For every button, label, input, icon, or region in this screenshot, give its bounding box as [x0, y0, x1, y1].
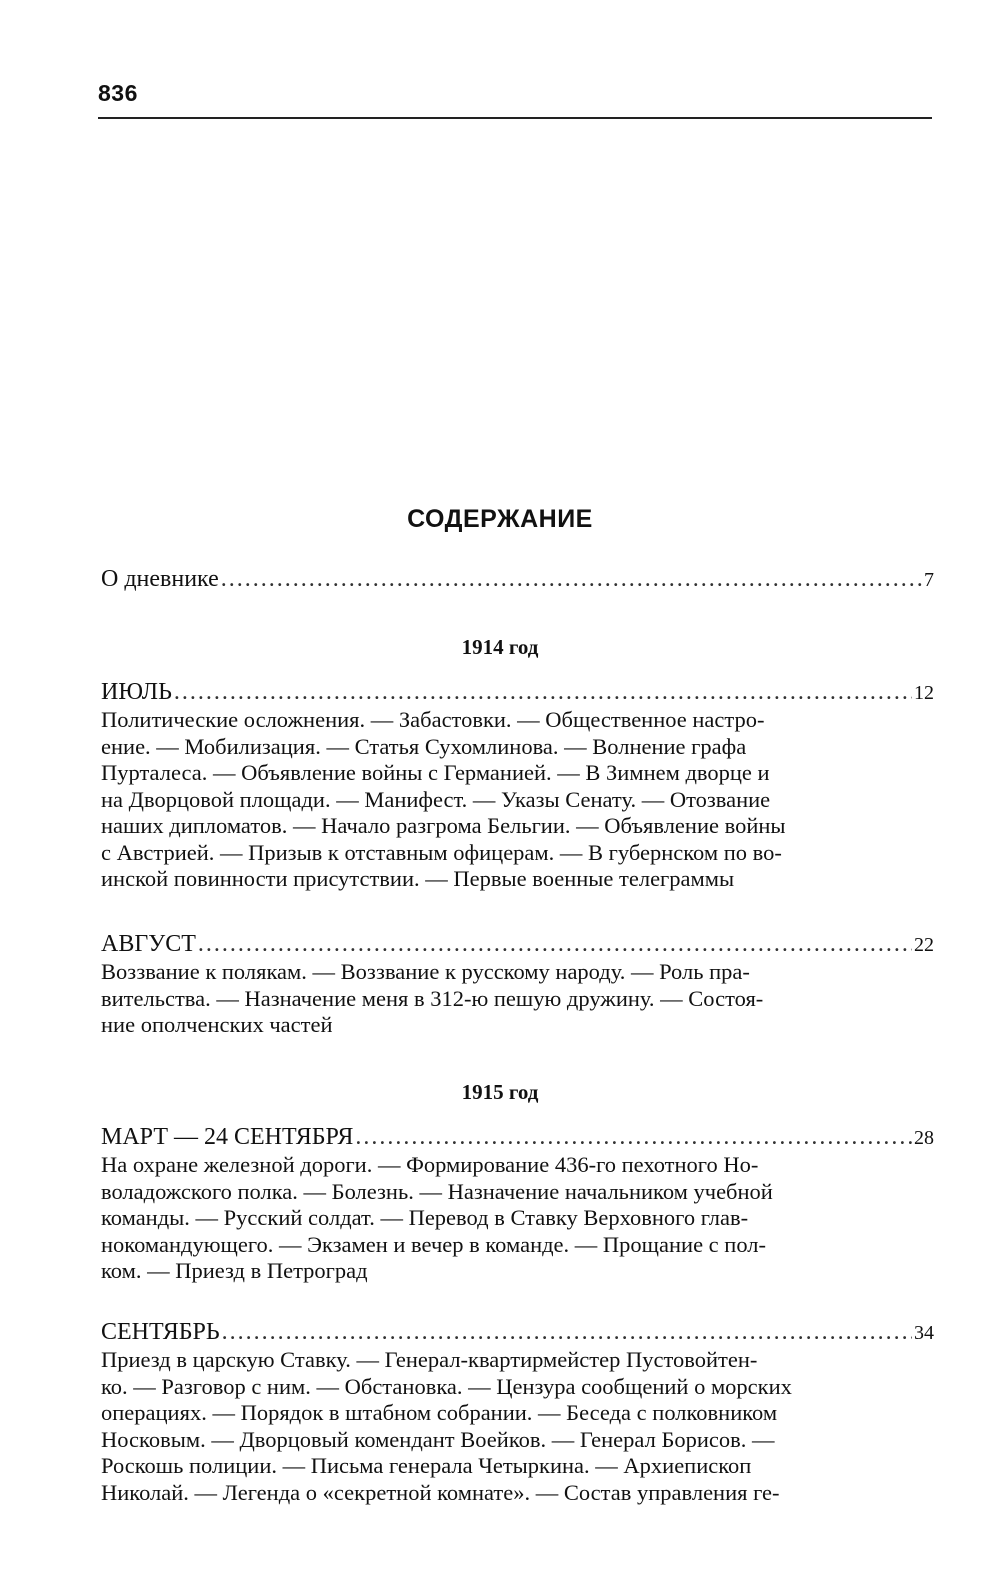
toc-entry-september[interactable]	[101, 1318, 934, 1506]
description-line: Политические осложнения. — Забастовки. — Общественное настро-	[101, 707, 765, 732]
toc-entry-intro[interactable]	[101, 565, 934, 594]
page-number: 836	[98, 80, 138, 106]
toc-entry-july[interactable]	[101, 678, 934, 893]
description-line: команды. — Русский солдат. — Перевод в Ставку Верховного глав-	[101, 1205, 749, 1230]
toc-entry-line	[101, 1123, 934, 1152]
description-line: воладожского полка. — Болезнь. — Назначение начальником учебной	[101, 1178, 773, 1204]
description-line: Пурталеса. — Объявление войны с Германией. — В Зимнем дворце и	[101, 760, 770, 785]
toc-entry-line	[101, 678, 934, 707]
description-line: На охране железной дороги. — Формирование 436-го пехотного Но-	[101, 1152, 759, 1177]
dot-leader	[174, 678, 912, 706]
description-line: ко. — Разговор с ним. — Обстановка. — Цензура сообщений о морских	[101, 1373, 792, 1399]
toc-entry-line	[101, 565, 934, 594]
year-heading-1915: 1915 год	[461, 1080, 539, 1104]
description-line: ение. — Мобилизация. — Статья Сухомлинова. — Волнение графа	[101, 733, 747, 759]
toc-entry-august[interactable]	[101, 930, 934, 1039]
description-line: на Дворцовой площади. — Манифест. — Указы Сенату. — Отозвание	[101, 786, 771, 812]
toc-entry-page: 22	[914, 934, 934, 956]
dot-leader	[198, 930, 912, 958]
toc-entry-label: ИЮЛЬ	[101, 679, 172, 705]
description-line: Николай. — Легенда о «секретной комнате». — Состав управления ге-	[101, 1479, 780, 1505]
toc-entry-label: АВГУСТ	[101, 931, 196, 957]
description-line: Воззвание к полякам. — Воззвание к русскому народу. — Роль пра-	[101, 959, 750, 984]
year-heading-1914: 1914 год	[461, 635, 539, 659]
description-line: нокомандующего. — Экзамен и вечер в команде. — Прощание с пол-	[101, 1231, 767, 1257]
description-line: ком. — Приезд в Петроград	[101, 1258, 368, 1283]
toc-entry-description	[101, 1152, 891, 1285]
toc-entry-page: 12	[914, 682, 934, 704]
dot-leader	[222, 1318, 912, 1346]
toc-entry-description	[101, 1347, 891, 1506]
dot-leader	[221, 565, 922, 593]
dot-leader	[355, 1123, 912, 1151]
description-line: Роскошь полиции. — Письма генерала Четыркина. — Архиепископ	[101, 1453, 752, 1478]
toc-title: СОДЕРЖАНИЕ	[407, 505, 593, 533]
description-line: операциях. — Порядок в штабном собрании. — Беседа с полковником	[101, 1400, 778, 1425]
toc-entry-description	[101, 959, 891, 1039]
toc-entry-page: 34	[914, 1322, 934, 1344]
header-rule	[98, 117, 932, 119]
toc-entry-line	[101, 930, 934, 959]
toc-entry-page: 7	[924, 569, 934, 591]
description-line: Приезд в царскую Ставку. — Генерал-квартирмейстер Пустовойтен-	[101, 1347, 758, 1372]
toc-entry-page: 28	[914, 1127, 934, 1149]
description-line: инской повинности присутствии. — Первые военные телеграммы	[101, 866, 735, 891]
description-line: ние ополченских частей	[101, 1012, 333, 1037]
description-line: Носковым. — Дворцовый комендант Воейков. — Генерал Борисов. —	[101, 1426, 775, 1452]
description-line: наших дипломатов. — Начало разгрома Бельгии. — Объявление войны	[101, 813, 786, 838]
toc-entry-label: СЕНТЯБРЬ	[101, 1319, 220, 1345]
description-line: вительства. — Назначение меня в 312-ю пешую дружину. — Состоя-	[101, 985, 764, 1011]
description-line: с Австрией. — Призыв к отставным офицерам. — В губернском по во-	[101, 839, 782, 865]
toc-entry-line	[101, 1318, 934, 1347]
toc-entry-label: МАРТ — 24 СЕНТЯБРЯ	[101, 1124, 354, 1150]
toc-entry-description	[101, 707, 891, 893]
toc-entry-label: О дневнике	[101, 566, 219, 592]
toc-entry-march-september[interactable]	[101, 1123, 934, 1285]
